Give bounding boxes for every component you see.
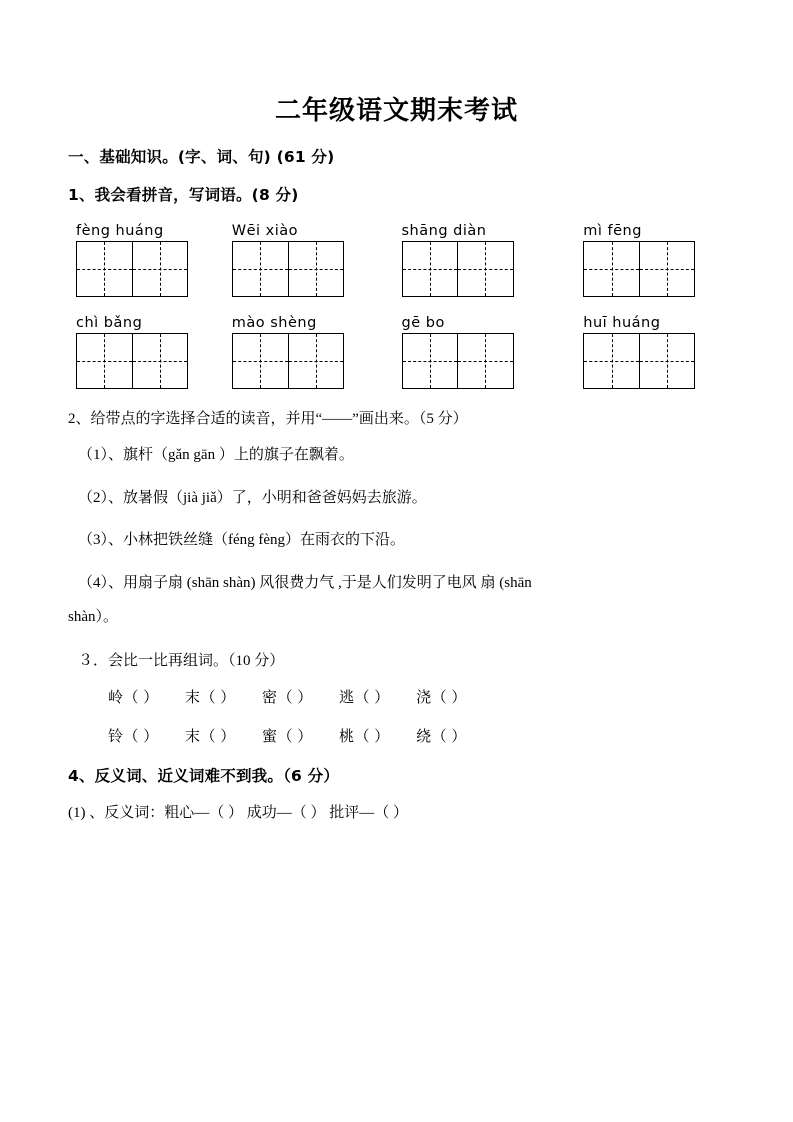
answer-grid-slot[interactable] [374, 333, 544, 389]
page-title: 二年级语文期末考试 [274, 96, 518, 126]
tianzige-grid[interactable] [583, 333, 695, 389]
pinyin-label: Wēi xiào [231, 223, 299, 239]
pinyin-label: mì fēng [583, 223, 642, 239]
tianzige-cell[interactable] [77, 334, 132, 388]
question-2-item-2: （2）、放暑假（jià jiǎ）了，小明和爸爸妈妈去旅游。 [78, 489, 427, 506]
pinyin-row-1 [68, 223, 725, 239]
tianzige-grid[interactable] [583, 241, 695, 297]
word-blank-item[interactable]: 末（ ） [185, 728, 236, 745]
tianzige-cell[interactable] [77, 242, 132, 296]
tianzige-grid[interactable] [232, 333, 344, 389]
pinyin-label: chì bǎng [76, 315, 143, 331]
word-blank-item[interactable]: 岭（ ） [108, 689, 159, 706]
tianzige-cell[interactable] [584, 334, 639, 388]
pinyin-row-2 [68, 315, 725, 331]
answer-grid-slot[interactable] [218, 333, 374, 389]
tianzige-grid[interactable] [76, 333, 188, 389]
word-blank-item[interactable]: 桃（ ） [339, 728, 390, 745]
answer-grid-row-1 [68, 241, 725, 297]
word-blank-item[interactable]: 密（ ） [262, 689, 313, 706]
tianzige-cell[interactable] [639, 242, 694, 296]
tianzige-cell[interactable] [288, 242, 343, 296]
pinyin-writing-block [68, 223, 725, 389]
question-3-row-1 [68, 686, 725, 707]
question-3-heading: ３．会比一比再组词。（10 分） [78, 652, 285, 669]
question-4-heading: 4、反义词、近义词难不到我。（6 分） [68, 766, 340, 785]
tianzige-cell[interactable] [457, 242, 512, 296]
tianzige-cell[interactable] [639, 334, 694, 388]
word-blank-item[interactable]: 绕（ ） [416, 728, 467, 745]
pinyin-label: shāng diàn [401, 223, 487, 239]
tianzige-cell[interactable] [132, 242, 187, 296]
answer-grid-slot[interactable] [543, 241, 725, 297]
question-1-heading: 1、我会看拼音，写词语。(8 分) [68, 186, 299, 204]
answer-grid-slot[interactable] [543, 333, 725, 389]
word-blank-item[interactable]: 逃（ ） [339, 689, 390, 706]
answer-grid-row-2 [68, 333, 725, 389]
tianzige-cell[interactable] [132, 334, 187, 388]
pinyin-label: mào shèng [231, 315, 317, 331]
tianzige-grid[interactable] [76, 241, 188, 297]
question-2-item-3: （3）、小林把铁丝缝（féng fèng）在雨衣的下沿。 [78, 532, 406, 548]
word-blank-item[interactable]: 浇（ ） [416, 689, 467, 706]
word-blank-item[interactable]: 蜜（ ） [262, 728, 313, 745]
tianzige-cell[interactable] [457, 334, 512, 388]
answer-grid-slot[interactable] [76, 333, 218, 389]
tianzige-grid[interactable] [402, 241, 514, 297]
tianzige-cell[interactable] [288, 334, 343, 388]
answer-grid-slot[interactable] [76, 241, 218, 297]
question-2-item-1: （1）、旗杆（gǎn gān ）上的旗子在飘着。 [78, 447, 354, 463]
pinyin-label: fèng huáng [76, 223, 164, 239]
tianzige-cell[interactable] [584, 242, 639, 296]
tianzige-cell[interactable] [233, 242, 288, 296]
question-2-heading: 2、给带点的字选择合适的读音，并用“——”画出来。（5 分） [68, 411, 468, 427]
question-2-item-4-cont: shàn）。 [68, 609, 118, 625]
word-blank-item[interactable]: 末（ ） [185, 689, 236, 706]
tianzige-cell[interactable] [233, 334, 288, 388]
pinyin-label: huī huáng [583, 315, 661, 331]
question-4-item-1[interactable]: (1) 、反义词：粗心—（ ） 成功—（ ） 批评—（ ） [68, 804, 408, 821]
tianzige-grid[interactable] [232, 241, 344, 297]
question-2-item-4: （4）、用扇子扇 (shān shàn) 风很费力气 ,于是人们发明了电风 扇 (shān [78, 574, 532, 591]
question-3-row-2 [68, 725, 725, 746]
pinyin-label: gē bo [401, 315, 445, 331]
answer-grid-slot[interactable] [218, 241, 374, 297]
section-heading-1: 一、基础知识。(字、词、句) (61 分) [68, 148, 335, 166]
tianzige-cell[interactable] [403, 242, 458, 296]
answer-grid-slot[interactable] [374, 241, 544, 297]
word-blank-item[interactable]: 铃（ ） [108, 728, 159, 745]
tianzige-cell[interactable] [403, 334, 458, 388]
tianzige-grid[interactable] [402, 333, 514, 389]
